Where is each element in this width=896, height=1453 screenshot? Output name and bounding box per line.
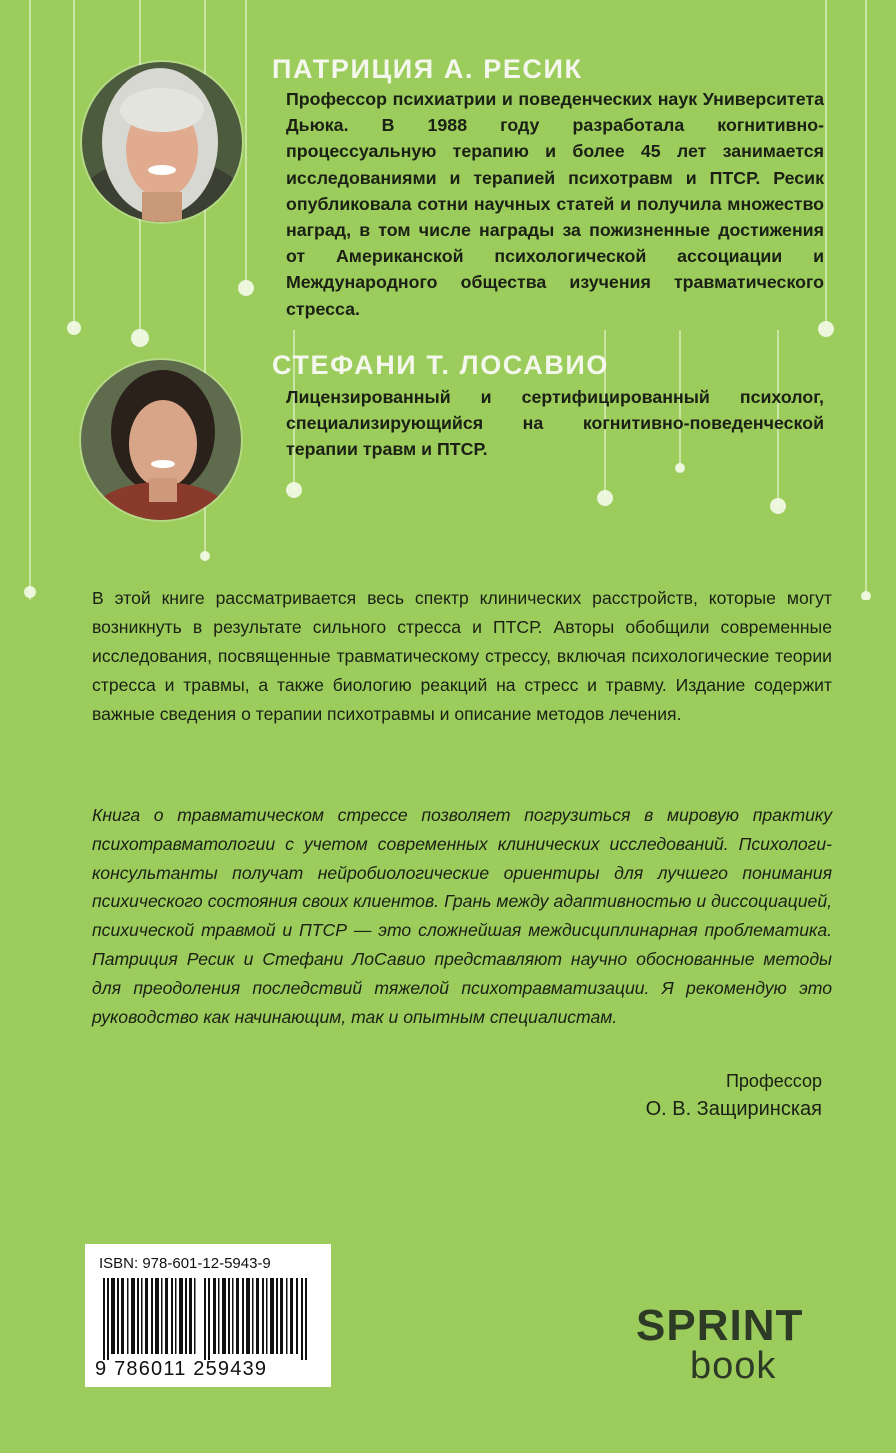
barcode-digits: 9 786011 259439 [95,1358,268,1380]
book-summary: В этой книге рассматривается весь спектр клинических расстройств, которые могут возникнуть в результате сильного стресса и ПТСР. Авторы обобщили современные исследования, посвященные травматическому стрессу, включая психологические теории стресса и травмы, а также биологию реакций на стресс и травму. Издание содержит важные сведения о терапии психотравмы и описание методов лечения. [92,588,832,724]
publisher-logo-sprint: SPRINT [636,1301,804,1350]
publisher-logo-book: book [690,1345,777,1387]
author-bio-losavio: Лицензированный и сертифицированный психолог, специализирующийся на когнитивно-поведенческой терапии травм и ПТСР. [286,387,824,460]
review-author-role: Профессор [725,1071,822,1091]
review-quote: Книга о травматическом стрессе позволяет погрузиться в мировую практику психотравматологии с учетом современных клинических исследований. Психологи-консультанты получат нейробиологические ориентиры для лучшего понимания психического состояния своих клиентов. Грань между адаптивностью и диссоциацией, психической травмой и ПТСР — это сложнейшая междисциплинарная проблематика. Патриция Ресик и Стефани ЛоСавио представляют научно обоснованные методы для преодоления последствий тяжелой психотравматизации. Я рекомендую это руководство как начинающим, так и опытным специалистам. [92,805,832,1027]
isbn-barcode-block [85,1244,331,1387]
portrait-woman-dark-hair-icon [81,360,241,520]
portrait-woman-gray-hair-icon [82,62,242,222]
review-author-name: О. В. Защиринская [645,1098,822,1120]
barcode-icon [103,1278,315,1360]
author-photo-resick [82,62,242,222]
author-photo-losavio [81,360,241,520]
author-bio-resick: Профессор психиатрии и поведенческих наук Университета Дьюка. В 1988 году разработала когнитивно-процессуальную терапию и более 45 лет занимается исследованиями и терапией психотравм и ПТСР. Ресик опубликовала сотни научных статей и получила множество наград, в том числе награды за пожизненные достижения от Американской психологической ассоциации и Международного общества изучения травматического стресса. [286,89,824,319]
author-name-losavio: СТЕФАНИ Т. ЛОСАВИО [272,350,610,380]
isbn-label: ISBN: 978-601-12-5943-9 [99,1255,271,1272]
author-name-resick: ПАТРИЦИЯ А. РЕСИК [272,54,583,84]
